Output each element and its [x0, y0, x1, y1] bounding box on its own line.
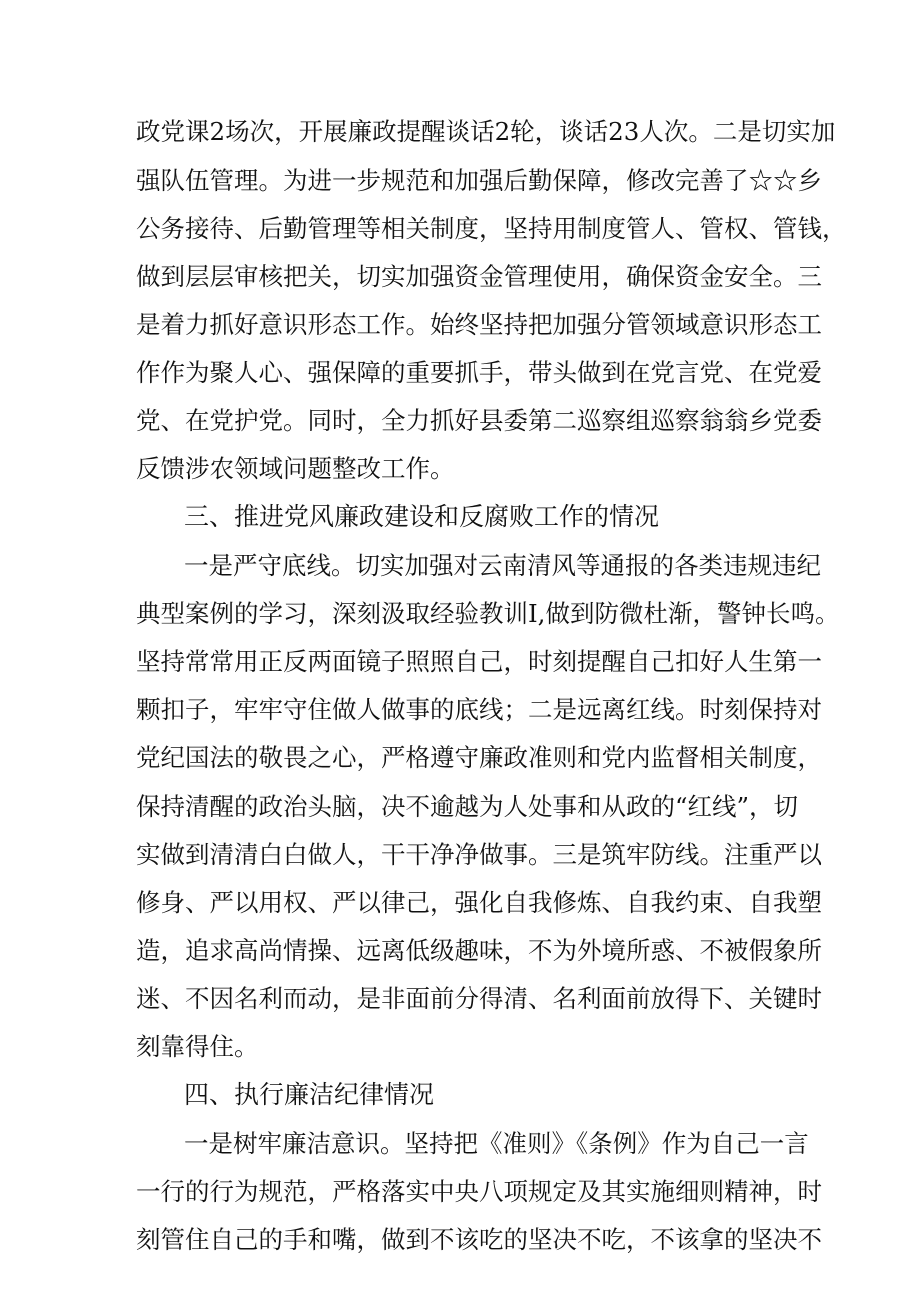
section-heading: 三、推进党风廉政建设和反腐败工作的情况 — [184, 502, 660, 531]
paragraph-line: 一是严守底线。切实加强对云南清风等通报的各类违规违纪 — [184, 551, 821, 580]
paragraph-line: 政党课2场次，开展廉政提醒谈话2轮，谈话23人次。二是切实加 — [136, 117, 836, 146]
paragraph-line: 刻管住自己的手和嘴，做到不该吃的坚决不吃，不该拿的坚决不 — [136, 1225, 822, 1254]
paragraph-line: 做到层层审核把关，切实加强资金管理使用，确保资金安全。三 — [136, 262, 822, 291]
paragraph-line: 造，追求高尚情操、远离低级趣味，不为外境所惑、不被假象所 — [136, 936, 822, 965]
paragraph-line: 作作为聚人心、强保障的重要抓手，带头做到在党言党、在党爱 — [136, 358, 822, 387]
paragraph-line: 党纪国法的敬畏之心，严格遵守廉政准则和党内监督相关制度， — [136, 743, 822, 772]
paragraph-line: 典型案例的学习，深刻汲取经验教训I,做到防微杜渐，警钟长鸣。 — [136, 599, 840, 628]
paragraph-line: 坚持常常用正反两面镜子照照自己，时刻提醒自己扣好人生第一 — [136, 647, 822, 676]
paragraph-line: 反馈涉农领域问题整改工作。 — [136, 454, 455, 483]
paragraph-line: 是着力抓好意识形态工作。始终坚持把加强分管领域意识形态工 — [136, 310, 822, 339]
paragraph-line: 迷、不因名利而动，是非面前分得清、名利面前放得下、关键时 — [136, 984, 822, 1013]
paragraph-line: 保持清醒的政治头脑，决不逾越为人处事和从政的“红线”，切 — [136, 792, 799, 821]
paragraph-line: 刻靠得住。 — [136, 1032, 259, 1061]
section-heading: 四、执行廉洁纪律情况 — [184, 1080, 435, 1109]
paragraph-line: 一行的行为规范，严格落实中央八项规定及其实施细则精神，时 — [136, 1177, 822, 1206]
paragraph-line: 修身、严以用权、严以律己，强化自我修炼、自我约束、自我塑 — [136, 888, 822, 917]
paragraph-line: 党、在党护党。同时，全力抓好县委第二巡察组巡察翁翁乡党委 — [136, 406, 822, 435]
paragraph-line: 一是树牢廉洁意识。坚持把《准则》《条例》作为自己一言 — [184, 1129, 809, 1158]
paragraph-line: 公务接待、后勤管理等相关制度，坚持用制度管人、管权、管钱， — [136, 214, 847, 243]
paragraph-line: 强队伍管理。为进一步规范和加强后勤保障，修改完善了☆☆乡 — [136, 166, 822, 195]
paragraph-line: 实做到清清白白做人，干干净净做事。三是筑牢防线。注重严以 — [136, 840, 822, 869]
paragraph-line: 颗扣子，牢牢守住做人做事的底线；二是远离红线。时刻保持对 — [136, 695, 822, 724]
